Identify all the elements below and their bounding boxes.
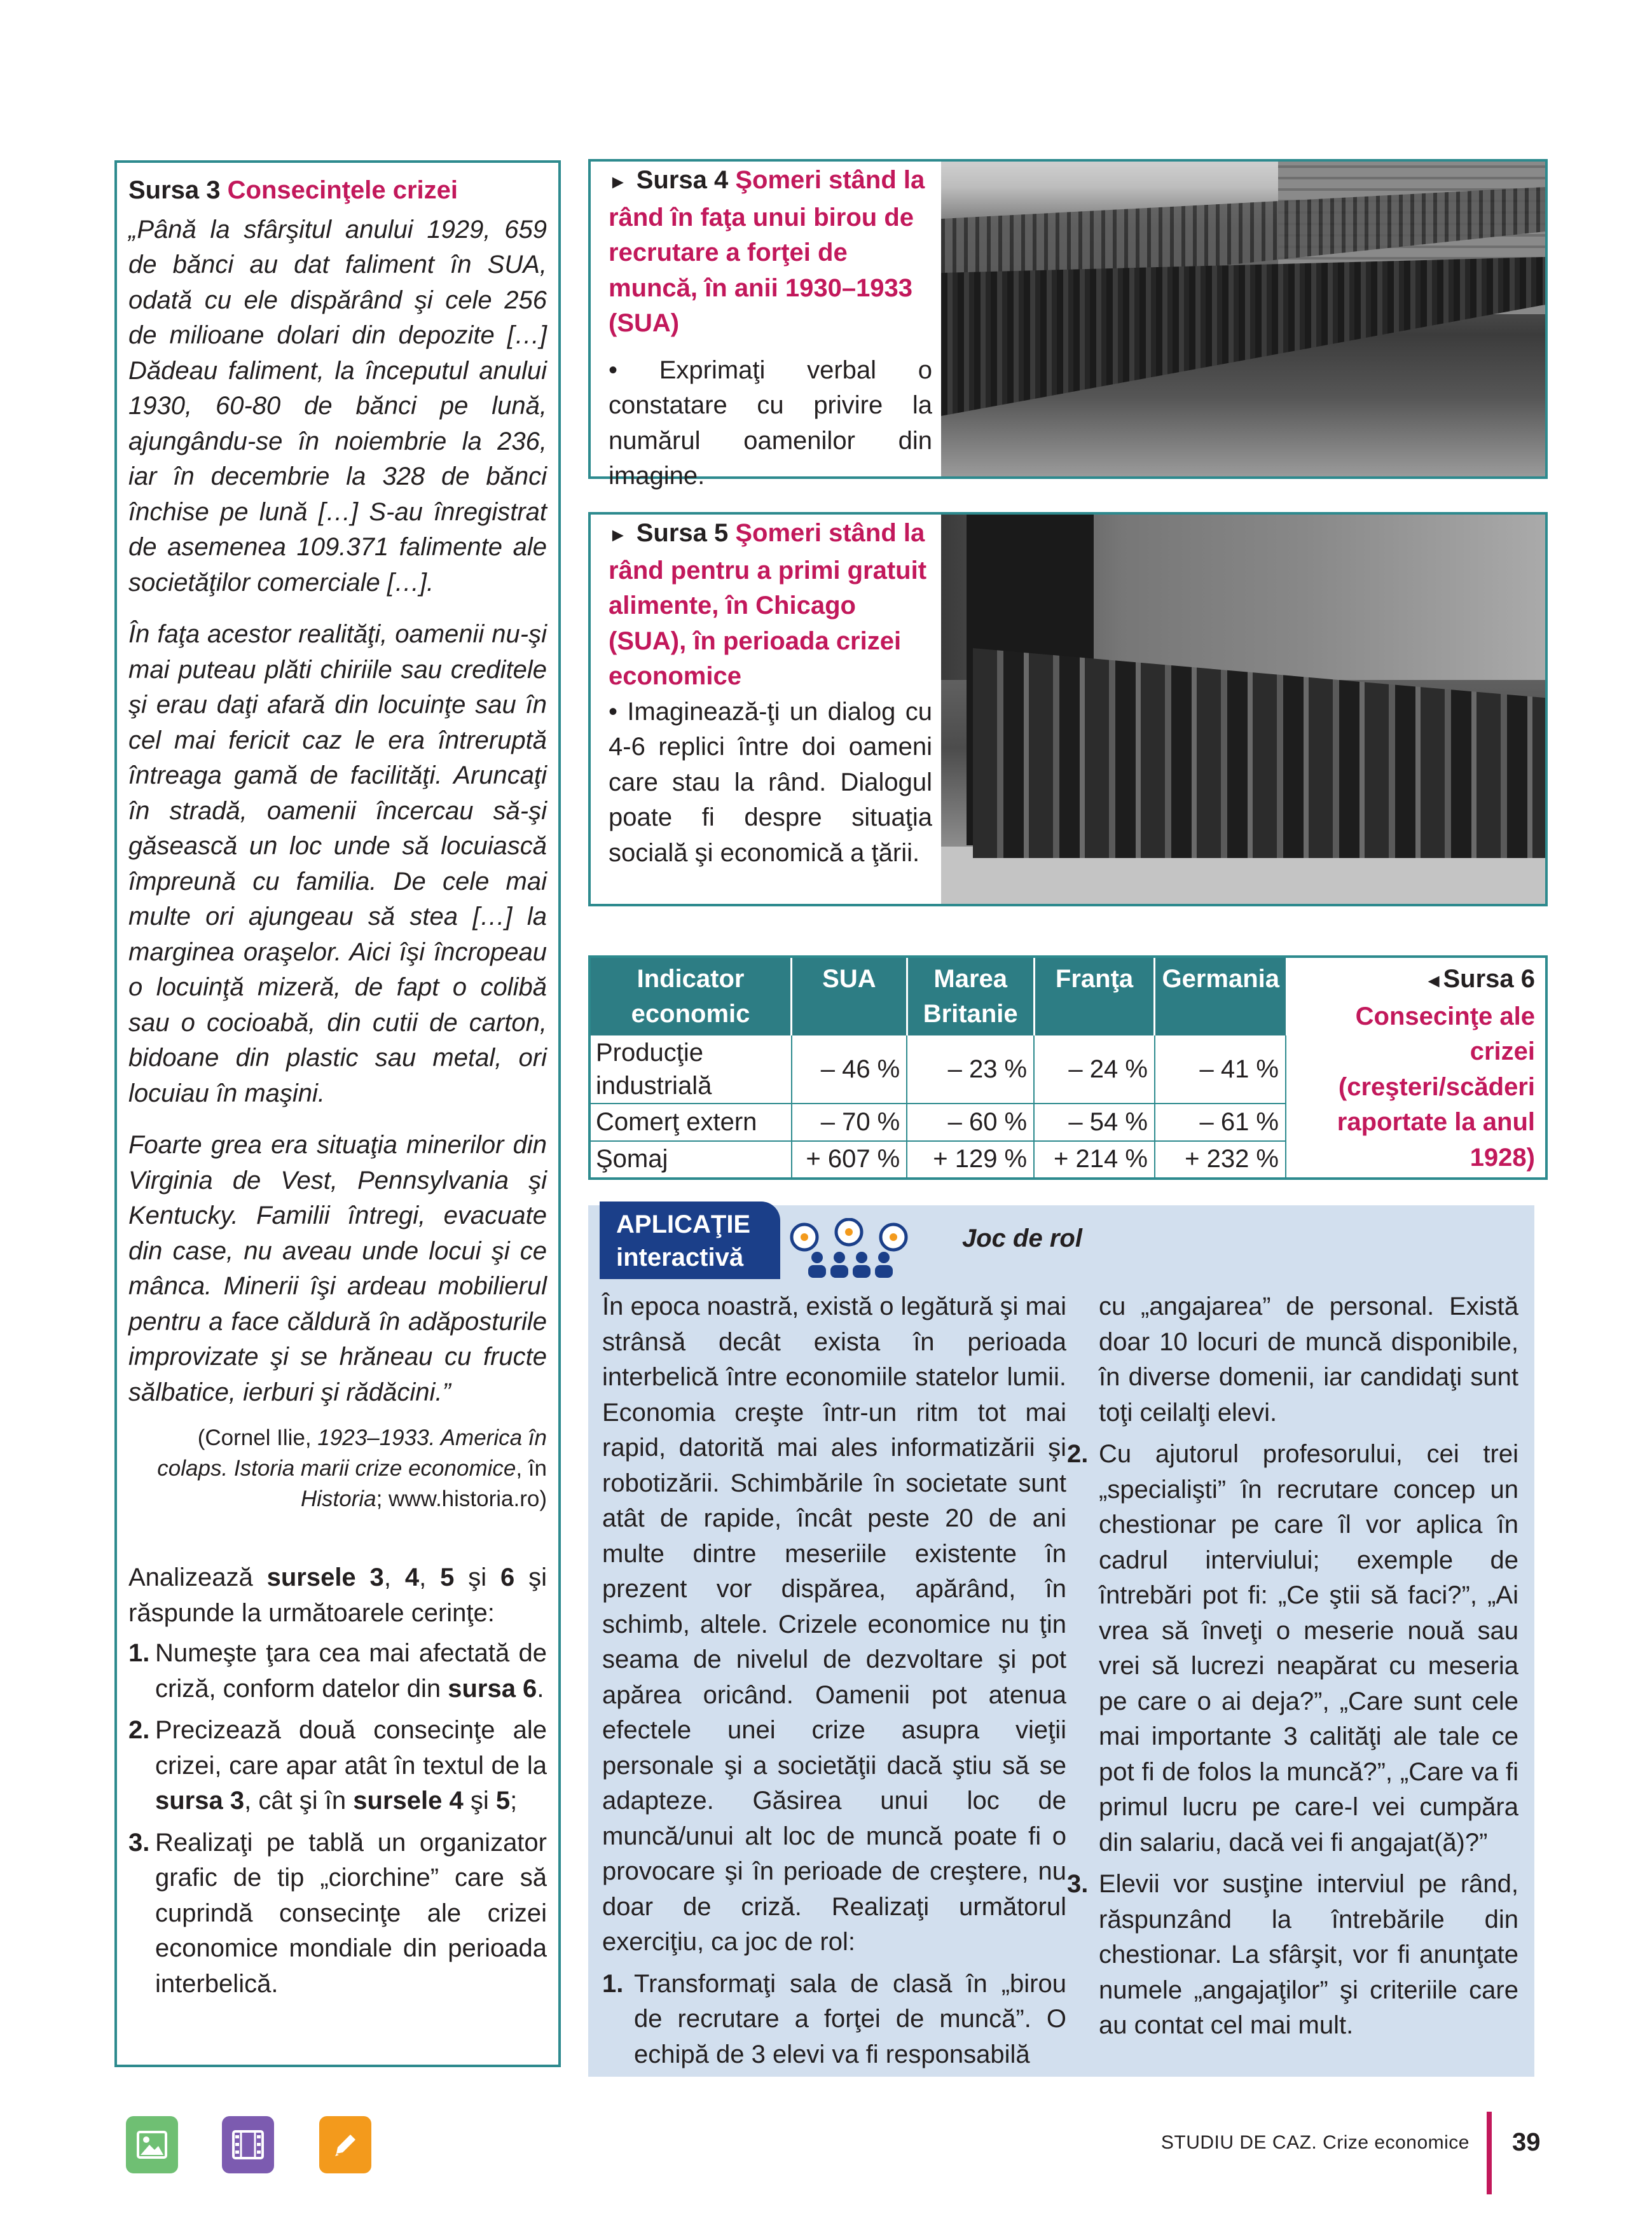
application-item-3: 3. Elevii vor susţine interviul pe rând, răspunzând la întrebările din chestionar. La sfârşit, vor fi anunţate numele „angajaţilor” şi criteriile care au contat cel mai mult. — [1067, 1870, 1518, 2039]
source6-box — [588, 955, 1548, 1180]
source4-box — [588, 159, 1548, 490]
table-row: Comerţ extern – 70 % – 60 % – 54 % – 61 % — [591, 1104, 1286, 1140]
source3-heading: Sursa 3 Consecinţele crizei — [128, 176, 458, 204]
table-row: Şomaj + 607 % + 129 % + 214 % + 232 % — [591, 1141, 1286, 1177]
source5-heading: ► Sursa 5 Şomeri stând la rând pentru a primi gratuit alimente, în Chicago (SUA), în perioada crizei economice — [609, 519, 927, 690]
application-column-2 — [1067, 1289, 1518, 2044]
application-column-1 — [602, 1289, 1066, 2072]
application-subtitle: Joc de rol — [962, 1224, 1082, 1252]
source4-task: • Exprimaţi verbal o constatare cu privire la numărul oamenilor din imagine. — [609, 356, 932, 490]
page-number: 39 — [1512, 2128, 1541, 2156]
image-icon[interactable] — [126, 2116, 178, 2173]
tasks-intro: Analizează sursele 3, 4, 5 şi 6 şi răspunde la următoarele cerinţe: — [128, 1563, 547, 1627]
source5-photo — [941, 515, 1545, 904]
task-item-1: 1. Numeşte ţara cea mai afectată de criză, conform datelor din sursa 6. — [128, 1639, 547, 1703]
source5-box — [588, 512, 1548, 906]
source3-box — [114, 160, 561, 2067]
source4-text — [591, 162, 941, 490]
footer-divider — [1487, 2112, 1492, 2194]
application-badge: APLICAŢIE interactivă — [600, 1201, 780, 1279]
source3-paragraph-1: „Până la sfârşitul anului 1929, 659 de bănci au dat faliment în SUA, odată cu ele dispărând şi cele 256 de milioane dolari din depozite […] Dădeau faliment, la începutul anului 1930, 60-80 de bănci pe lună, ajungându-se în noiembrie la 236, iar în decembrie la 328 de bănci închise pe lună […] S-au înregistrat de asemenea 109.371 falimente ale societăţilor comerciale […]. — [128, 215, 547, 597]
application-item-1-continued: cu „angajarea” de personal. Există doar 10 locuri de muncă disponibile, în diverse domenii, iar candidaţi sunt toţi ceilalţi elevi. — [1099, 1292, 1518, 1427]
task-item-3: 3. Realizaţi pe tablă un organizator grafic de tip „ciorchine” care să cuprindă consecinţe ale crizei economice mondiale din perioada interbelică. — [128, 1828, 547, 1998]
task-item-2: 2. Precizează două consecinţe ale crizei, care apar atât în textul de la sursa 3, cât şi în sursele 4 şi 5; — [128, 1716, 547, 1815]
task-list — [128, 1636, 547, 2002]
video-icon[interactable] — [222, 2116, 274, 2173]
source4-photo — [941, 162, 1545, 476]
footer-chapter-title: STUDIU DE CAZ. Crize economice — [1160, 2132, 1470, 2153]
table-header-sua: SUA — [792, 958, 907, 1035]
table-header-germany: Germania — [1155, 958, 1286, 1035]
source3-paragraph-2: În faţa acestor realităţi, oamenii nu-şi mai puteau plăti chiriile sau creditele şi erau daţi afară din locuinţe sau în cel mai fericit caz le era întreruptă întreaga gamă de facilităţi. Aruncaţi în stradă, oamenii încercau să-şi găsească un loc unde să locuiască împreună cu familia. De cele mai multe ori ajungeau să stea […] la marginea oraşelor. Aici îşi încropeau o locuinţă mizeră, de fapt o colibă sau o cocioabă, din cutii de carton, bidoane din plastic sau metal, ori locuiau în maşini. — [128, 620, 547, 1107]
application-item-1: 1. Transformaţi sala de clasă în „birou de recrutare a forţei de muncă”. O echipă de 3 elevi va fi responsabilă — [602, 1969, 1066, 2068]
edit-icon[interactable] — [319, 2116, 371, 2173]
application-intro: În epoca noastră, există o legătură şi mai strânsă decât exista în perioada interbelică între economiile statelor lumii. Economia creşte într-un ritm tot mai rapid, datorită mai ales informatizării şi robotizării. Schimbările în societate sunt atât de rapide, încât peste 20 de ani multe dintre meseriile existente în prezent vor dispărea, apărând, în schimb, altele. Crizele economice nu ţin seama de nivelul de dezvoltare şi pot apărea oricând. Oamenii pot atenua efectele unei crize asupra vieţii personale şi a societăţii dacă ştiu să se adapteze. Găsirea unui loc de muncă/unui alt loc de muncă poate fi o provocare şi în perioade de creştere, nu doar de criză. Realizaţi următorul exerciţiu, ca joc de rol: — [602, 1292, 1066, 1956]
application-item-2: 2. Cu ajutorul profesorului, cei trei „specialişti” în recrutare concep un chestionar pe care îl vor aplica în cadrul interviului; exemple de întrebări pot fi: „Ce ştii să faci?”, „Ai vrea să înveţi o meserie nouă sau vrei să lucrezi neapărat cu meseria pe care o ai deja?”, „Care sunt cele mai importante 3 calităţi ale tale ce pot fi de folos la muncă?”, „Care va fi primul lucru pe care-l vei cumpăra din salariu, dacă vei fi angajat(ă)?” — [1067, 1440, 1518, 1857]
source4-heading: ► Sursa 4 Şomeri stând la rând în faţa unui birou de recrutare a forţei de muncă, în anii 1930–1933 (SUA) — [609, 166, 925, 337]
group-discussion-icon — [779, 1218, 919, 1279]
source3-paragraph-3: Foarte grea era situaţia minerilor din Virginia de Vest, Pennsylvania şi Kentucky. Familii întregi, evacuate din case, nu aveau unde locui şi ce mânca. Minerii îşi ardeau mobilierul pentru a face căldură în adăposturile improvizate şi se hrăneau cu fructe sălbatice, ierburi şi rădăcini.” — [128, 1131, 547, 1406]
source6-table — [591, 958, 1286, 1177]
source5-text — [591, 515, 941, 904]
source5-task: • Imaginează-ţi un dialog cu 4-6 replici între doi oameni care stau la rând. Dialogul poate fi despre situaţia socială şi economică a ţării. — [609, 697, 932, 867]
source3-citation: (Cornel Ilie, 1923–1933. America în colaps. Istoria marii crize economice, în Historia; www.historia.ro) — [157, 1425, 547, 1511]
interactive-application-box — [588, 1205, 1534, 2077]
table-header-indicator: Indicator economic — [591, 958, 792, 1035]
source6-caption: ◄Sursa 6 Consecinţe ale crizei (creşteri/scăderi raportate la anul 1928) — [1337, 965, 1535, 1172]
table-header-row — [591, 958, 1286, 1035]
table-header-france: Franţa — [1034, 958, 1155, 1035]
table-header-uk: Marea Britanie — [907, 958, 1034, 1035]
table-row: Producţie industrială – 46 % – 23 % – 24 % – 41 % — [591, 1035, 1286, 1104]
